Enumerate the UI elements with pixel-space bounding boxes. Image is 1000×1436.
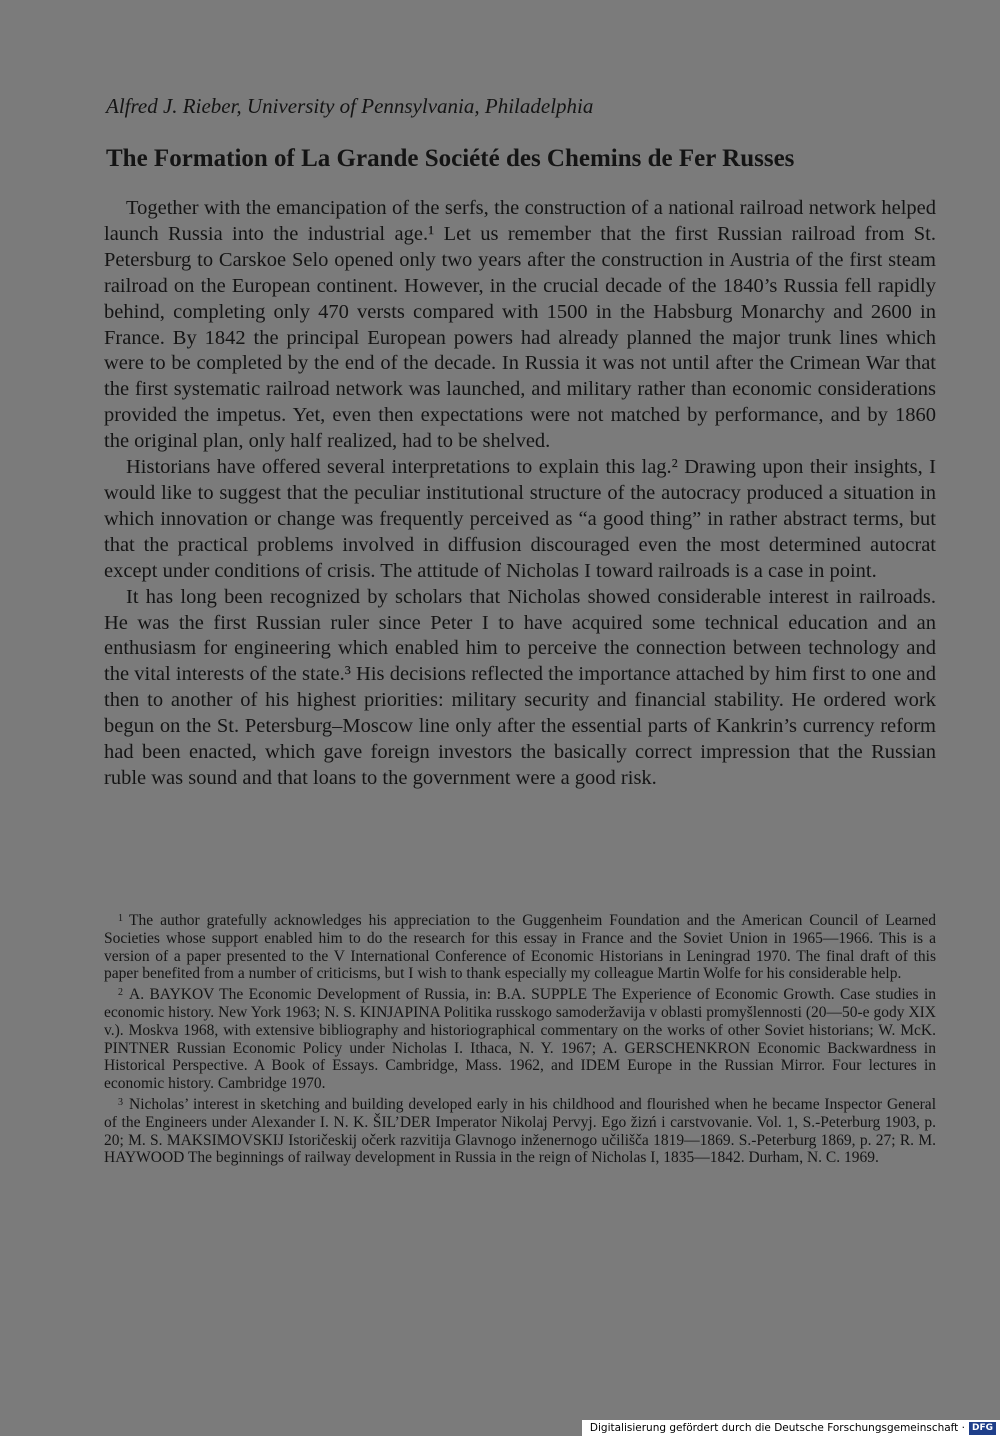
dfg-logo: DFG [969,1422,996,1435]
body-text [104,196,936,792]
paragraph: Historians have offered several interpretations to explain this lag.² Drawing upon their insights, I would like to suggest that the peculiar institutional structure of the autocracy produced a situation in which innovation or change was frequently perceived as “a good thing” in rather abstract terms, but that the practical problems involved in diffusion discouraged even the most determined autocrat except under conditions of crisis. The attitude of Nicholas I toward railroads is a case in point. [104,456,936,582]
paragraph: Together with the emancipation of the serfs, the construction of a national railroad network helped launch Russia into the industrial age.¹ Let us remember that the first Russian railroad from St. Petersburg to Carskoe Selo opened only two years after the construction in Austria of the first steam railroad on the European continent. However, in the crucial decade of the 1840’s Russia fell rapidly behind, completing only 470 versts compared with 1500 in the Habsburg Monarchy and 2600 in France. By 1842 the principal European powers had already planned the major trunk lines which were to be completed by the end of the decade. In Russia it was not until after the Crimean War that the first systematic railroad network was launched, and military rather than economic considerations provided the impetus. Yet, even then expectations were not matched by performance, and by 1860 the original plan, only half realized, had to be shelved. [104,197,936,453]
footnote [104,984,936,1093]
footnote-number: 3 [118,1096,123,1108]
digitization-credit [582,1420,1000,1436]
footnote-text: A. BAYKOV The Economic Development of Russia, in: B.A. SUPPLE The Experience of Economic Growth. Case studies in economic history. New York 1963; N. S. KINJAPINA Politika russkogo samoderžavija v oblasti promyšlennosti (20—50-e gody XIX v.). Moskva 1968, with extensive bibliography and historiographical commentary on the works of other Soviet historians; W. McK. PINTNER Russian Economic Policy under Nicholas I. Ithaca, N. Y. 1967; A. GERSCHENKRON Economic Backwardness in Historical Perspective. A Book of Essays. Cambridge, Mass. 1962, and IDEM Europe in the Russian Mirror. Four lectures in economic history. Cambridge 1970. [104,986,936,1093]
footnotes [104,910,936,1168]
footnote [104,1094,936,1167]
footnote-text: The author gratefully acknowledges his appreciation to the Guggenheim Foundation and the American Council of Learned Societies whose support enabled him to do the research for this essay in France and the Soviet Union in 1965—1966. This is a version of a paper presented to the V International Conference of Economic Historians in Leningrad 1970. The final draft of this paper benefited from a number of criticisms, but I wish to thank especially my colleague Martin Wolfe for his considerable help. [104,912,936,983]
footnote-text: Nicholas’ interest in sketching and building developed early in his childhood and flourished when he became Inspector General of the Engineers under Alexander I. N. K. ŠIL’DER Imperator Nikolaj Pervyj. Ego žizń i carstvovanie. Vol. 1, S.-Peterburg 1903, p. 20; M. S. MAKSIMOVSKIJ Istoričeskij očerk razvitija Glavnogo inženernogo učilišča 1819—1869. S.-Peterburg 1869, p. 27; R. M. HAYWOOD The beginnings of railway development in Russia in the reign of Nicholas I, 1835—1842. Durham, N. C. 1969. [104,1095,936,1167]
author-line: Alfred J. Rieber, University of Pennsylvania, Philadelphia [106,94,594,118]
footnote [104,910,936,983]
article-title: The Formation of La Grande Société des Chemins de Fer Russes [106,145,795,172]
credit-text: Digitalisierung gefördert durch die Deutsche Forschungsgemeinschaft · [589,1422,965,1434]
footnote-number: 1 [118,913,123,924]
footnote-number: 2 [118,987,123,999]
paragraph: It has long been recognized by scholars that Nicholas showed considerable interest in railroads. He was the first Russian ruler since Peter I to have acquired some technical education and an enthusiasm for engineering which enabled him to perceive the connection between technology and the vital interests of the state.³ His decisions reflected the importance attached by him first to one and then to another of his highest priorities: military security and financial stability. He ordered work begun on the St. Petersburg–Moscow line only after the essential parts of Kankrin’s currency reform had been enacted, which gave foreign investors the basically correct impression that the Russian ruble was sound and that loans to the government were a good risk. [104,585,936,789]
